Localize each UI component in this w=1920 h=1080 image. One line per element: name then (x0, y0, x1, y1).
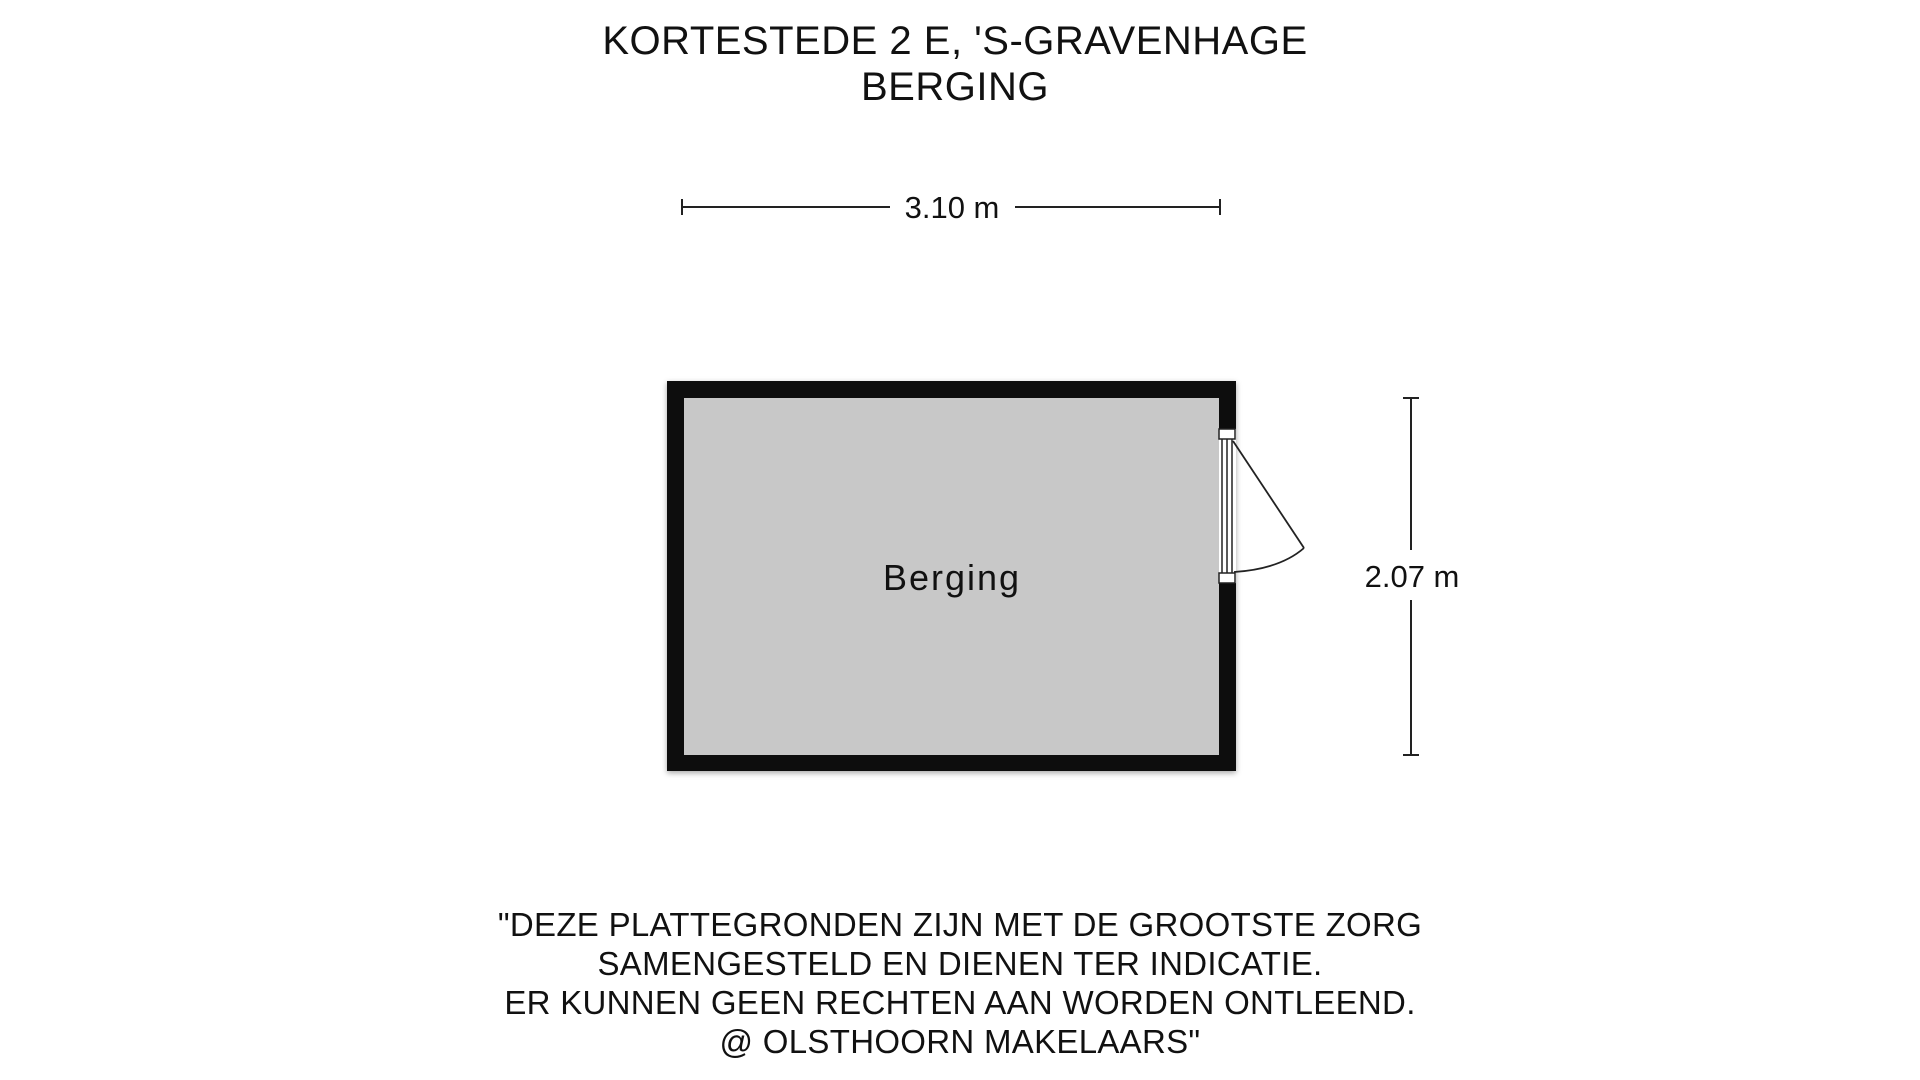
room-label: Berging (882, 557, 1022, 598)
floor-title: BERGING (861, 65, 1049, 109)
disclaimer (0, 905, 1920, 1061)
disclaimer-line-1: "DEZE PLATTEGRONDEN ZIJN MET DE GROOTSTE ZORG (497, 906, 1423, 943)
address-title: KORTESTEDE 2 E, 'S-GRAVENHAGE (602, 19, 1308, 63)
disclaimer-line-4: @ OLSTHOORN MAKELAARS" (719, 1023, 1201, 1060)
depth-dimension-label: 2.07 m (1364, 559, 1460, 594)
door-swing-arc (1234, 548, 1304, 572)
width-dimension (681, 190, 1221, 225)
disclaimer-line-2: SAMENGESTELD EN DIENEN TER INDICATIE. (597, 945, 1323, 982)
door-jamb-top (1219, 429, 1235, 439)
door-jamb-bottom (1219, 573, 1235, 583)
door-leaf (1233, 441, 1304, 548)
depth-dimension (1365, 398, 1460, 755)
width-dimension-label: 3.10 m (904, 190, 1000, 225)
disclaimer-line-3: ER KUNNEN GEEN RECHTEN AAN WORDEN ONTLEEND. (504, 984, 1416, 1021)
storage-room (667, 381, 1304, 771)
